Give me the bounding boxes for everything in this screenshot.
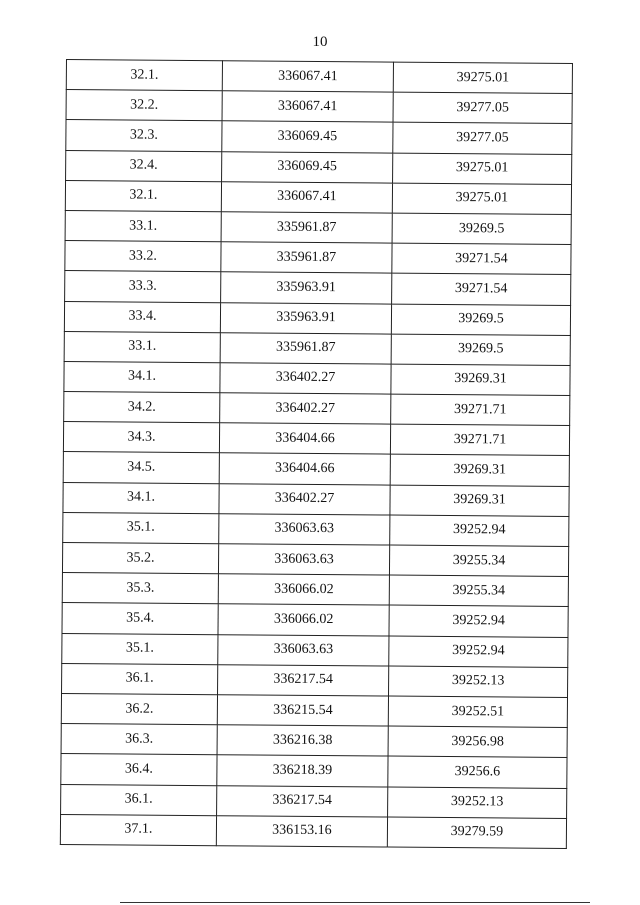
point-number-cell: 35.2. bbox=[62, 542, 218, 573]
y-coordinate-cell: 39252.94 bbox=[389, 636, 568, 668]
x-coordinate-cell: 336063.63 bbox=[218, 544, 389, 576]
table-row bbox=[62, 603, 568, 637]
point-number-cell: 34.3. bbox=[63, 422, 219, 453]
y-coordinate-cell: 39271.54 bbox=[392, 243, 571, 275]
y-coordinate-cell: 39277.05 bbox=[393, 122, 572, 154]
x-coordinate-cell: 336217.54 bbox=[217, 785, 388, 817]
x-coordinate-cell: 335961.87 bbox=[220, 332, 391, 364]
point-number-cell: 32.3. bbox=[66, 120, 222, 151]
x-coordinate-cell: 336067.41 bbox=[222, 61, 393, 93]
x-coordinate-cell: 336067.41 bbox=[222, 91, 393, 123]
point-number-cell: 32.1. bbox=[65, 180, 221, 211]
y-coordinate-cell: 39256.6 bbox=[388, 756, 567, 788]
x-coordinate-cell: 336215.54 bbox=[217, 695, 388, 727]
y-coordinate-cell: 39279.59 bbox=[387, 817, 566, 849]
table-row bbox=[65, 210, 571, 244]
y-coordinate-cell: 39271.54 bbox=[392, 273, 571, 305]
y-coordinate-cell: 39252.13 bbox=[388, 787, 567, 819]
table-row bbox=[63, 452, 569, 486]
table-row bbox=[62, 573, 568, 607]
point-number-cell: 35.3. bbox=[62, 573, 218, 604]
point-number-cell: 35.4. bbox=[62, 603, 218, 634]
table-row bbox=[65, 271, 571, 305]
x-coordinate-cell: 336402.27 bbox=[219, 483, 390, 515]
table-row bbox=[64, 301, 570, 335]
y-coordinate-cell: 39271.71 bbox=[390, 424, 569, 456]
point-number-cell: 34.5. bbox=[63, 452, 219, 483]
x-coordinate-cell: 335963.91 bbox=[221, 272, 392, 304]
table-row bbox=[66, 60, 572, 94]
point-number-cell: 32.1. bbox=[66, 60, 222, 91]
point-number-cell: 34.1. bbox=[63, 482, 219, 513]
x-coordinate-cell: 336218.39 bbox=[217, 755, 388, 787]
table-row bbox=[62, 633, 568, 667]
point-number-cell: 32.2. bbox=[66, 90, 222, 121]
point-number-cell: 33.1. bbox=[65, 210, 221, 241]
x-coordinate-cell: 335961.87 bbox=[221, 212, 392, 244]
y-coordinate-cell: 39255.34 bbox=[389, 575, 568, 607]
y-coordinate-cell: 39256.98 bbox=[388, 726, 567, 758]
y-coordinate-cell: 39252.51 bbox=[388, 696, 567, 728]
table-row bbox=[62, 663, 568, 697]
x-coordinate-cell: 336217.54 bbox=[218, 664, 389, 696]
table-row bbox=[61, 693, 567, 727]
y-coordinate-cell: 39269.31 bbox=[391, 364, 570, 396]
point-number-cell: 34.1. bbox=[64, 361, 220, 392]
table-row bbox=[61, 724, 567, 758]
y-coordinate-cell: 39252.94 bbox=[389, 605, 568, 637]
page-number: 10 bbox=[312, 34, 328, 50]
y-coordinate-cell: 39275.01 bbox=[392, 183, 571, 215]
x-coordinate-cell: 336066.02 bbox=[218, 574, 389, 606]
point-number-cell: 32.4. bbox=[66, 150, 222, 181]
y-coordinate-cell: 39277.05 bbox=[393, 92, 572, 124]
table-row bbox=[66, 120, 572, 154]
y-coordinate-cell: 39271.71 bbox=[391, 394, 570, 426]
point-number-cell: 36.4. bbox=[61, 754, 217, 785]
y-coordinate-cell: 39269.5 bbox=[391, 304, 570, 336]
point-number-cell: 35.1. bbox=[62, 633, 218, 664]
y-coordinate-cell: 39269.31 bbox=[390, 454, 569, 486]
x-coordinate-cell: 336063.63 bbox=[218, 634, 389, 666]
coordinate-table-body bbox=[60, 60, 572, 849]
point-number-cell: 37.1. bbox=[60, 814, 216, 845]
table-row bbox=[60, 814, 566, 848]
x-coordinate-cell: 336067.41 bbox=[221, 181, 392, 213]
y-coordinate-cell: 39275.01 bbox=[393, 153, 572, 185]
y-coordinate-cell: 39255.34 bbox=[389, 545, 568, 577]
x-coordinate-cell: 335961.87 bbox=[221, 242, 392, 274]
x-coordinate-cell: 335963.91 bbox=[220, 302, 391, 334]
x-coordinate-cell: 336402.27 bbox=[220, 393, 391, 425]
y-coordinate-cell: 39252.13 bbox=[389, 666, 568, 698]
x-coordinate-cell: 336069.45 bbox=[222, 151, 393, 183]
x-coordinate-cell: 336216.38 bbox=[217, 725, 388, 757]
table-row bbox=[62, 542, 568, 576]
x-coordinate-cell: 336066.02 bbox=[218, 604, 389, 636]
table-row bbox=[64, 331, 570, 365]
table-row bbox=[63, 482, 569, 516]
table-row bbox=[61, 784, 567, 818]
table-row bbox=[65, 180, 571, 214]
x-coordinate-cell: 336402.27 bbox=[220, 363, 391, 395]
x-coordinate-cell: 336069.45 bbox=[222, 121, 393, 153]
y-coordinate-cell: 39252.94 bbox=[390, 515, 569, 547]
y-coordinate-cell: 39269.31 bbox=[390, 485, 569, 517]
point-number-cell: 36.3. bbox=[61, 724, 217, 755]
table-row bbox=[64, 392, 570, 426]
coordinate-table bbox=[60, 59, 573, 849]
point-number-cell: 33.2. bbox=[65, 241, 221, 272]
point-number-cell: 33.3. bbox=[65, 271, 221, 302]
point-number-cell: 36.2. bbox=[61, 693, 217, 724]
y-coordinate-cell: 39269.5 bbox=[391, 334, 570, 366]
bottom-rule bbox=[120, 902, 590, 903]
x-coordinate-cell: 336153.16 bbox=[216, 815, 387, 847]
table-row bbox=[63, 512, 569, 546]
table-row bbox=[66, 150, 572, 184]
table-row bbox=[63, 422, 569, 456]
point-number-cell: 33.4. bbox=[64, 301, 220, 332]
y-coordinate-cell: 39275.01 bbox=[393, 62, 572, 94]
x-coordinate-cell: 336063.63 bbox=[219, 514, 390, 546]
table-row bbox=[66, 90, 572, 124]
point-number-cell: 36.1. bbox=[61, 784, 217, 815]
point-number-cell: 34.2. bbox=[64, 392, 220, 423]
point-number-cell: 33.1. bbox=[64, 331, 220, 362]
x-coordinate-cell: 336404.66 bbox=[219, 453, 390, 485]
point-number-cell: 36.1. bbox=[62, 663, 218, 694]
table-row bbox=[61, 754, 567, 788]
point-number-cell: 35.1. bbox=[63, 512, 219, 543]
table-row bbox=[64, 361, 570, 395]
table-row bbox=[65, 241, 571, 275]
x-coordinate-cell: 336404.66 bbox=[219, 423, 390, 455]
y-coordinate-cell: 39269.5 bbox=[392, 213, 571, 245]
coordinate-table-wrapper bbox=[60, 59, 573, 849]
